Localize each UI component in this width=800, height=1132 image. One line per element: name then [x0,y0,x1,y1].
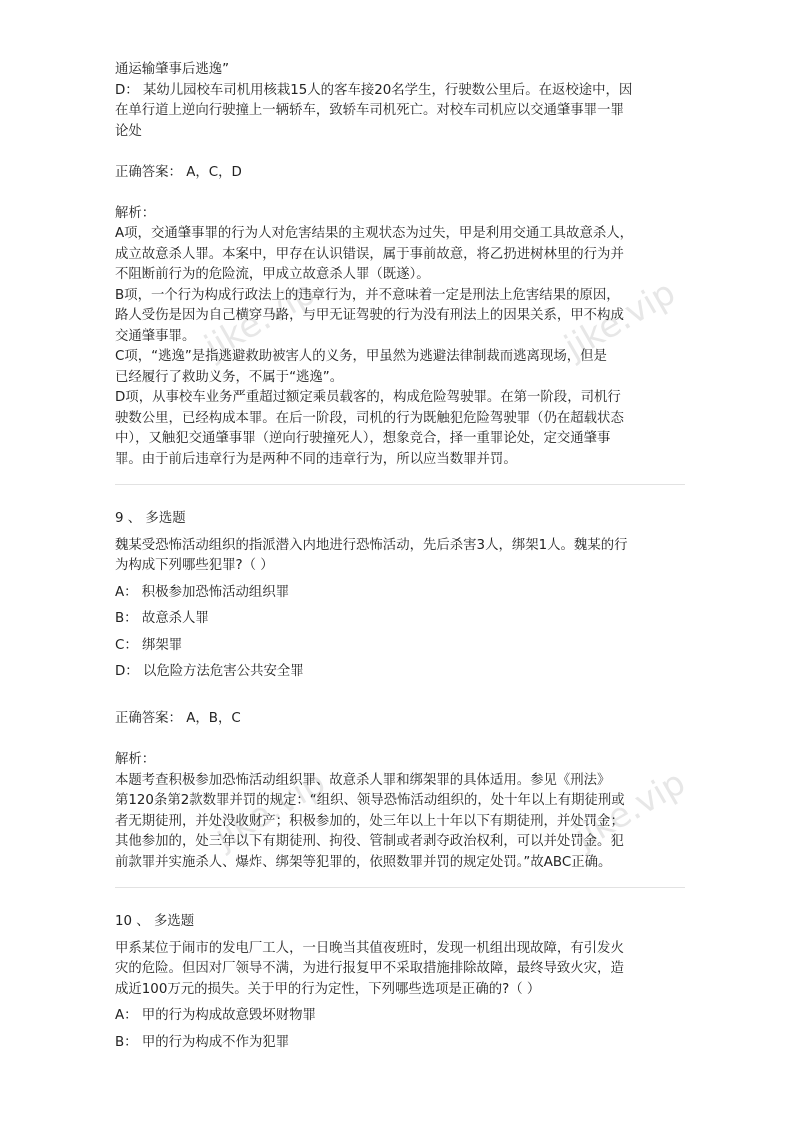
question-stem: 魏某受恐怖活动组织的指派潜入内地进行恐怖活动，先后杀害3人，绑架1人。魏某的行 [115,537,628,553]
text-line: D项，从事校车业务严重超过额定乘员载客的，构成危险驾驶罪。在第一阶段，司机行 [115,390,621,405]
text-line: 驶数公里，已经构成本罪。在后一阶段，司机的行为既触犯危险驾驶罪（仍在超载状态 [115,410,624,426]
option-b: B： 故意杀人罪 [115,611,209,626]
question-stem: 成近100万元的损失。关于甲的行为定性，下列哪些选项是正确的?（ ） [115,981,541,997]
option-a: A： 甲的行为构成故意毁坏财物罪 [115,1008,316,1023]
text-line: 交通肇事罪。 [115,328,196,344]
text-line: 中），又触犯交通肇事罪（逆向行驶撞死人），想象竞合，择一重罪论处，定交通肇事 [115,431,611,446]
text-line: B项，一个行为构成行政法上的违章行为，并不意味着一定是刑法上危害结果的原因， [115,287,620,303]
question-stem: 甲系某位于闹市的发电厂工人，一日晚当其值夜班时，发现一机组出现故障，有引发火 [115,940,624,956]
document-page [115,60,687,1059]
text-line: 本题考查积极参加恐怖活动组织罪、故意杀人罪和绑架罪的具体适用。参见《刑法》 [115,772,611,788]
text-line: 其他参加的，处三年以下有期徒刑、拘役、管制或者剥夺政治权利，可以并处罚金。犯 [115,834,624,849]
text-line: 论处 [115,123,142,139]
analysis-body [115,771,687,874]
text-line: A项，交通肇事罪的行为人对危害结果的主观状态为过失，甲是利用交通工具故意杀人， [115,226,634,241]
analysis-label: 解析： [115,205,156,221]
question-header: 10 、 多选题 [115,914,195,929]
divider [115,484,685,485]
question-header: 9 、 多选题 [115,511,186,526]
watermark: jike.vip [198,272,323,368]
watermark: jike.vip [568,762,693,858]
text-line: 者无期徒刑，并处没收财产；积极参加的，处三年以上十年以下有期徒刑，并处罚金； [115,813,624,829]
question-9 [115,509,687,873]
text-line: 路人受伤是因为自己横穿马路，与甲无证驾驶的行为没有刑法上的因果关系，甲不构成 [115,308,624,323]
text-line: 不阻断前行为的危险流，甲成立故意杀人罪（既遂）。 [115,267,430,282]
analysis-body [115,224,687,470]
text-line: C项，“逃逸”是指逃避救助被害人的义务，甲虽然为逃避法律制裁而逃离现场，但是 [115,349,607,364]
correct-answer: 正确答案： A，B，C [115,711,241,726]
prev-question-tail [115,60,687,470]
watermark: jike.vip [208,762,333,858]
text-line: 已经履行了救助义务，不属于“逃逸”。 [115,369,344,385]
watermark: jike.vip [558,272,683,368]
question-stem: 灾的危险。但因对厂领导不满，为进行报复甲不采取措施排除故障，最终导致火灾，造 [115,961,624,976]
text-line: 通运输肇事后逃逸” [115,62,230,77]
text-line: 罪。由于前后违章行为是两种不同的违章行为，所以应当数罪并罚。 [115,451,517,467]
correct-answer: 正确答案： A，C，D [115,164,242,180]
divider [115,887,685,888]
text-line: 第120条第2款数罪并罚的规定：“组织、领导恐怖活动组织的，处十年以上有期徒刑或 [115,793,625,808]
text-line: 前款罪并实施杀人、爆炸、绑架等犯罪的，依照数罪并罚的规定处罚。”故ABC正确。 [115,854,612,870]
option-b: B： 甲的行为构成不作为犯罪 [115,1034,290,1050]
option-c: C： 绑架罪 [115,637,183,653]
question-stem: 为构成下列哪些犯罪?（ ） [115,558,274,573]
question-10 [115,912,687,1053]
text-line: 成立故意杀人罪。本案中，甲存在认识错误，属于事前故意，将乙扔进树林里的行为并 [115,246,624,262]
option-d: D： 以危险方法危害公共安全罪 [115,664,304,679]
text-line: 在单行道上逆向行驶撞上一辆轿车，致轿车司机死亡。对校车司机应以交通肇事罪一罪 [115,103,624,118]
option-a: A： 积极参加恐怖活动组织罪 [115,584,290,600]
analysis-label: 解析： [115,752,156,767]
text-line: D： 某幼儿园校车司机用核栽15人的客车接20名学生，行驶数公里后。在返校途中，因 [115,82,633,98]
